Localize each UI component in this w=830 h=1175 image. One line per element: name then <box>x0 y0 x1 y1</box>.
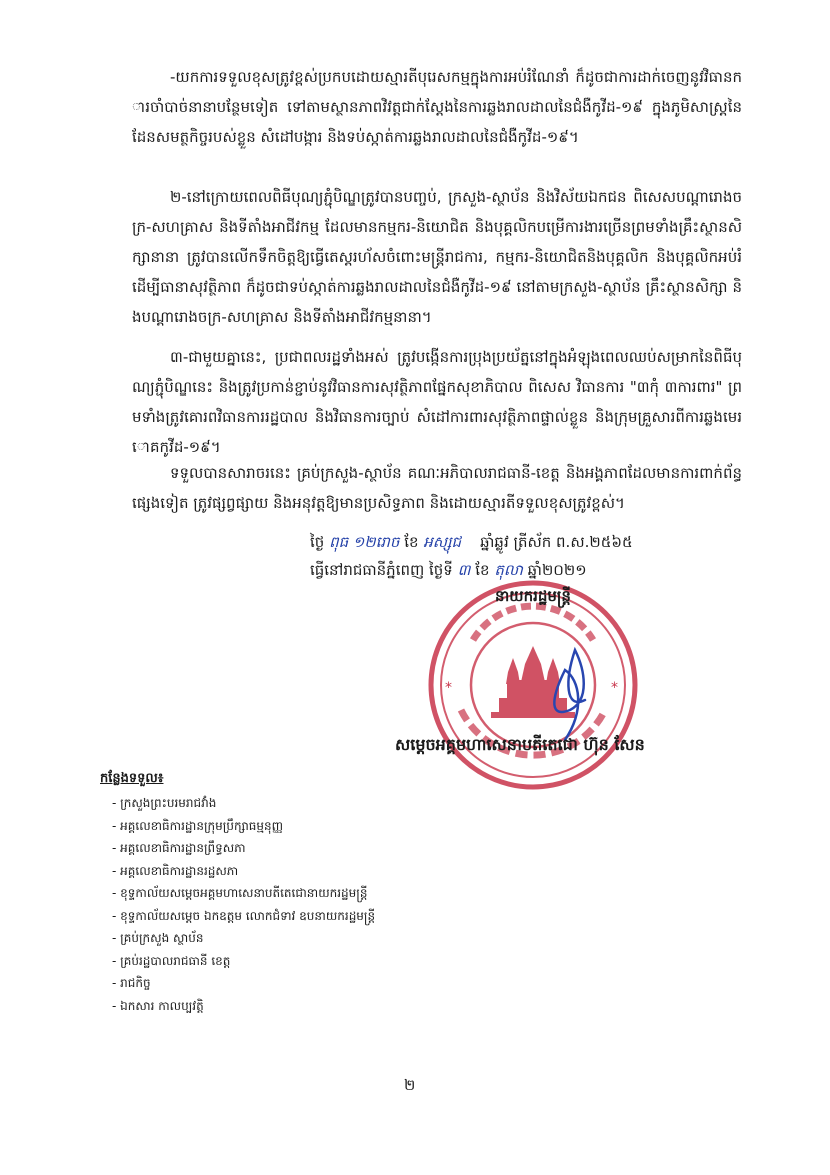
list-item: - ក្រសួងព្រះបរមរាជវាំង <box>112 792 375 815</box>
list-item: - អគ្គលេខាធិការដ្ឋានរដ្ឋសភា <box>112 860 375 883</box>
paragraph-text: ៣-ជាមួយគ្នានេះ, ប្រជាពលរដ្ឋទាំងអស់ ត្រូវបង្កើនការប្រុងប្រយ័ត្ននៅក្នុងអំឡុងពេលឈប់សម្រាកនៃពិធីបុណ្យភ្ជុំបិណ្ឌនេះ និងត្រូវប្រកាន់ខ្ជាប់នូវវិធានការសុវត្ថិភាពផ្នែកសុខាភិបាល ពិសេស វិធានការ "៣កុំ ៣ការពារ" ព្រមទាំងត្រូវគោរពវិធានការរដ្ឋបាល និងវិធានការច្បាប់ សំដៅការពារសុវត្ថិភាពផ្ទាល់ខ្លួន និងក្រុមគ្រួសារពីការឆ្លងមេរោគកូវីដ-១៩។ <box>132 348 742 456</box>
list-item: - រាជកិច្ច <box>112 972 375 995</box>
paragraph-2 <box>132 182 742 332</box>
paragraph-text: ទទួលបានសារាចរនេះ គ្រប់ក្រសួង-ស្ថាប័ន គណៈអភិបាលរាជធានី-ខេត្ត និងអង្គភាពដែលមានការពាក់ព័ន្ធផ្សេងទៀត ត្រូវផ្សព្វផ្សាយ និងអនុវត្តឱ្យមានប្រសិទ្ធភាព និងដោយស្មារតីទទួលខុសត្រូវខ្ពស់។ <box>132 464 742 512</box>
list-item: - អគ្គលេខាធិការដ្ឋានក្រុមប្រឹក្សាធម្មនុញ្ញ <box>112 815 375 838</box>
paragraph-text: ២-នៅក្រោយពេលពិធីបុណ្យភ្ជុំបិណ្ឌត្រូវបានបញ្ចប់, ក្រសួង-ស្ថាប័ន និងវិស័យឯកជន ពិសេសបណ្តារោងចក្រ-សហគ្រាស និងទីតាំងអាជីវកម្ម ដែលមានកម្មករ-និយោជិត និងបុគ្គលិកបម្រើការងារច្រើនព្រមទាំងគ្រឹះស្ថានសិក្សានានា ត្រូវបានលើកទឹកចិត្តឱ្យធ្វើតេស្តរហ័សចំពោះមន្ត្រីរាជការ, កម្មករ-និយោជិតនិងបុគ្គលិក និងបុគ្គលិកអប់រំ ដើម្បីធានាសុវត្ថិភាព ក៏ដូចជាទប់ស្កាត់ការឆ្លងរាលដាលនៃជំងឺកូវីដ-១៩ នៅតាមក្រសួង-ស្ថាប័ន គ្រឹះស្ថានសិក្សា និងបណ្តារោងចក្រ-សហគ្រាស និងទីតាំងអាជីវកម្មនានា។ <box>132 188 742 326</box>
day-handwritten: ៣ <box>457 561 471 579</box>
list-item: - ឯកសារ កាលប្បវត្តិ <box>112 995 375 1018</box>
day-prefix: ថ្ងៃ <box>310 533 325 551</box>
recipients-title: កន្លែងទទួល៖ <box>100 771 164 786</box>
lunar-year-label: ឆ្នាំឆ្លូវ ត្រីស័ក ព.ស.២៥៦៥ <box>480 533 633 551</box>
page-number: ២ <box>404 1076 416 1094</box>
lunar-month-handwritten: អស្សុជ <box>423 533 462 551</box>
list-item: - ខុទ្ទកាល័យសម្តេច ឯកឧត្តម លោកជំទាវ ឧបនាយករដ្ឋមន្ត្រី <box>112 905 375 928</box>
lunar-day-handwritten: ពុធ ១២រោច <box>329 533 400 551</box>
svg-text:*: * <box>445 680 452 696</box>
list-item: - អគ្គលេខាធិការដ្ឋានព្រឹទ្ធសភា <box>112 837 375 860</box>
list-item: - គ្រប់ក្រសួង ស្ថាប័ន <box>112 927 375 950</box>
paragraph-text: -យកការទទួលខុសត្រូវខ្ពស់ប្រកបដោយស្មារតីបុរេសកម្មក្នុងការអប់រំណែនាំ ក៏ដូចជាការដាក់ចេញនូវវិធានការចាំបាច់នានាបន្ថែមទៀត ទៅតាមស្ថានភាពវិវត្តជាក់ស្តែងនៃការឆ្លងរាលដាលនៃជំងឺកូវីដ-១៩ ក្នុងភូមិសាស្ត្រនៃដែនសមត្ថកិច្ចរបស់ខ្លួន សំដៅបង្ការ និងទប់ស្កាត់ការឆ្លងរាលដាលនៃជំងឺកូវីដ-១៩។ <box>132 68 742 146</box>
lunar-date-line <box>310 528 750 556</box>
paragraph-3 <box>132 342 742 462</box>
signer-name: សម្តេចអគ្គមហាសេនាបតីតេជោ ហ៊ុន សែន <box>395 735 645 754</box>
recipients-list <box>112 792 375 1017</box>
list-item: - ខុទ្ទកាល័យសម្តេចអគ្គមហាសេនាបតីតេជោនាយករដ្ឋមន្ត្រី <box>112 882 375 905</box>
year-label: ឆ្នាំ២០២១ <box>527 561 587 579</box>
paragraph-intro <box>132 62 742 152</box>
paragraph-closing <box>132 458 742 518</box>
list-item: - គ្រប់រដ្ឋបាលរាជធានី ខេត្ត <box>112 950 375 973</box>
month-handwritten: តុលា <box>494 561 523 579</box>
place-label: ធ្វើនៅរាជធានីភ្នំពេញ ថ្ងៃទី <box>310 561 453 579</box>
signature-title: នាយករដ្ឋមន្ត្រី <box>495 587 571 605</box>
svg-text:*: * <box>611 680 618 696</box>
angkor-wat-emblem <box>491 646 575 718</box>
month-prefix: ខែ <box>404 533 419 551</box>
month-label: ខែ <box>475 561 490 579</box>
